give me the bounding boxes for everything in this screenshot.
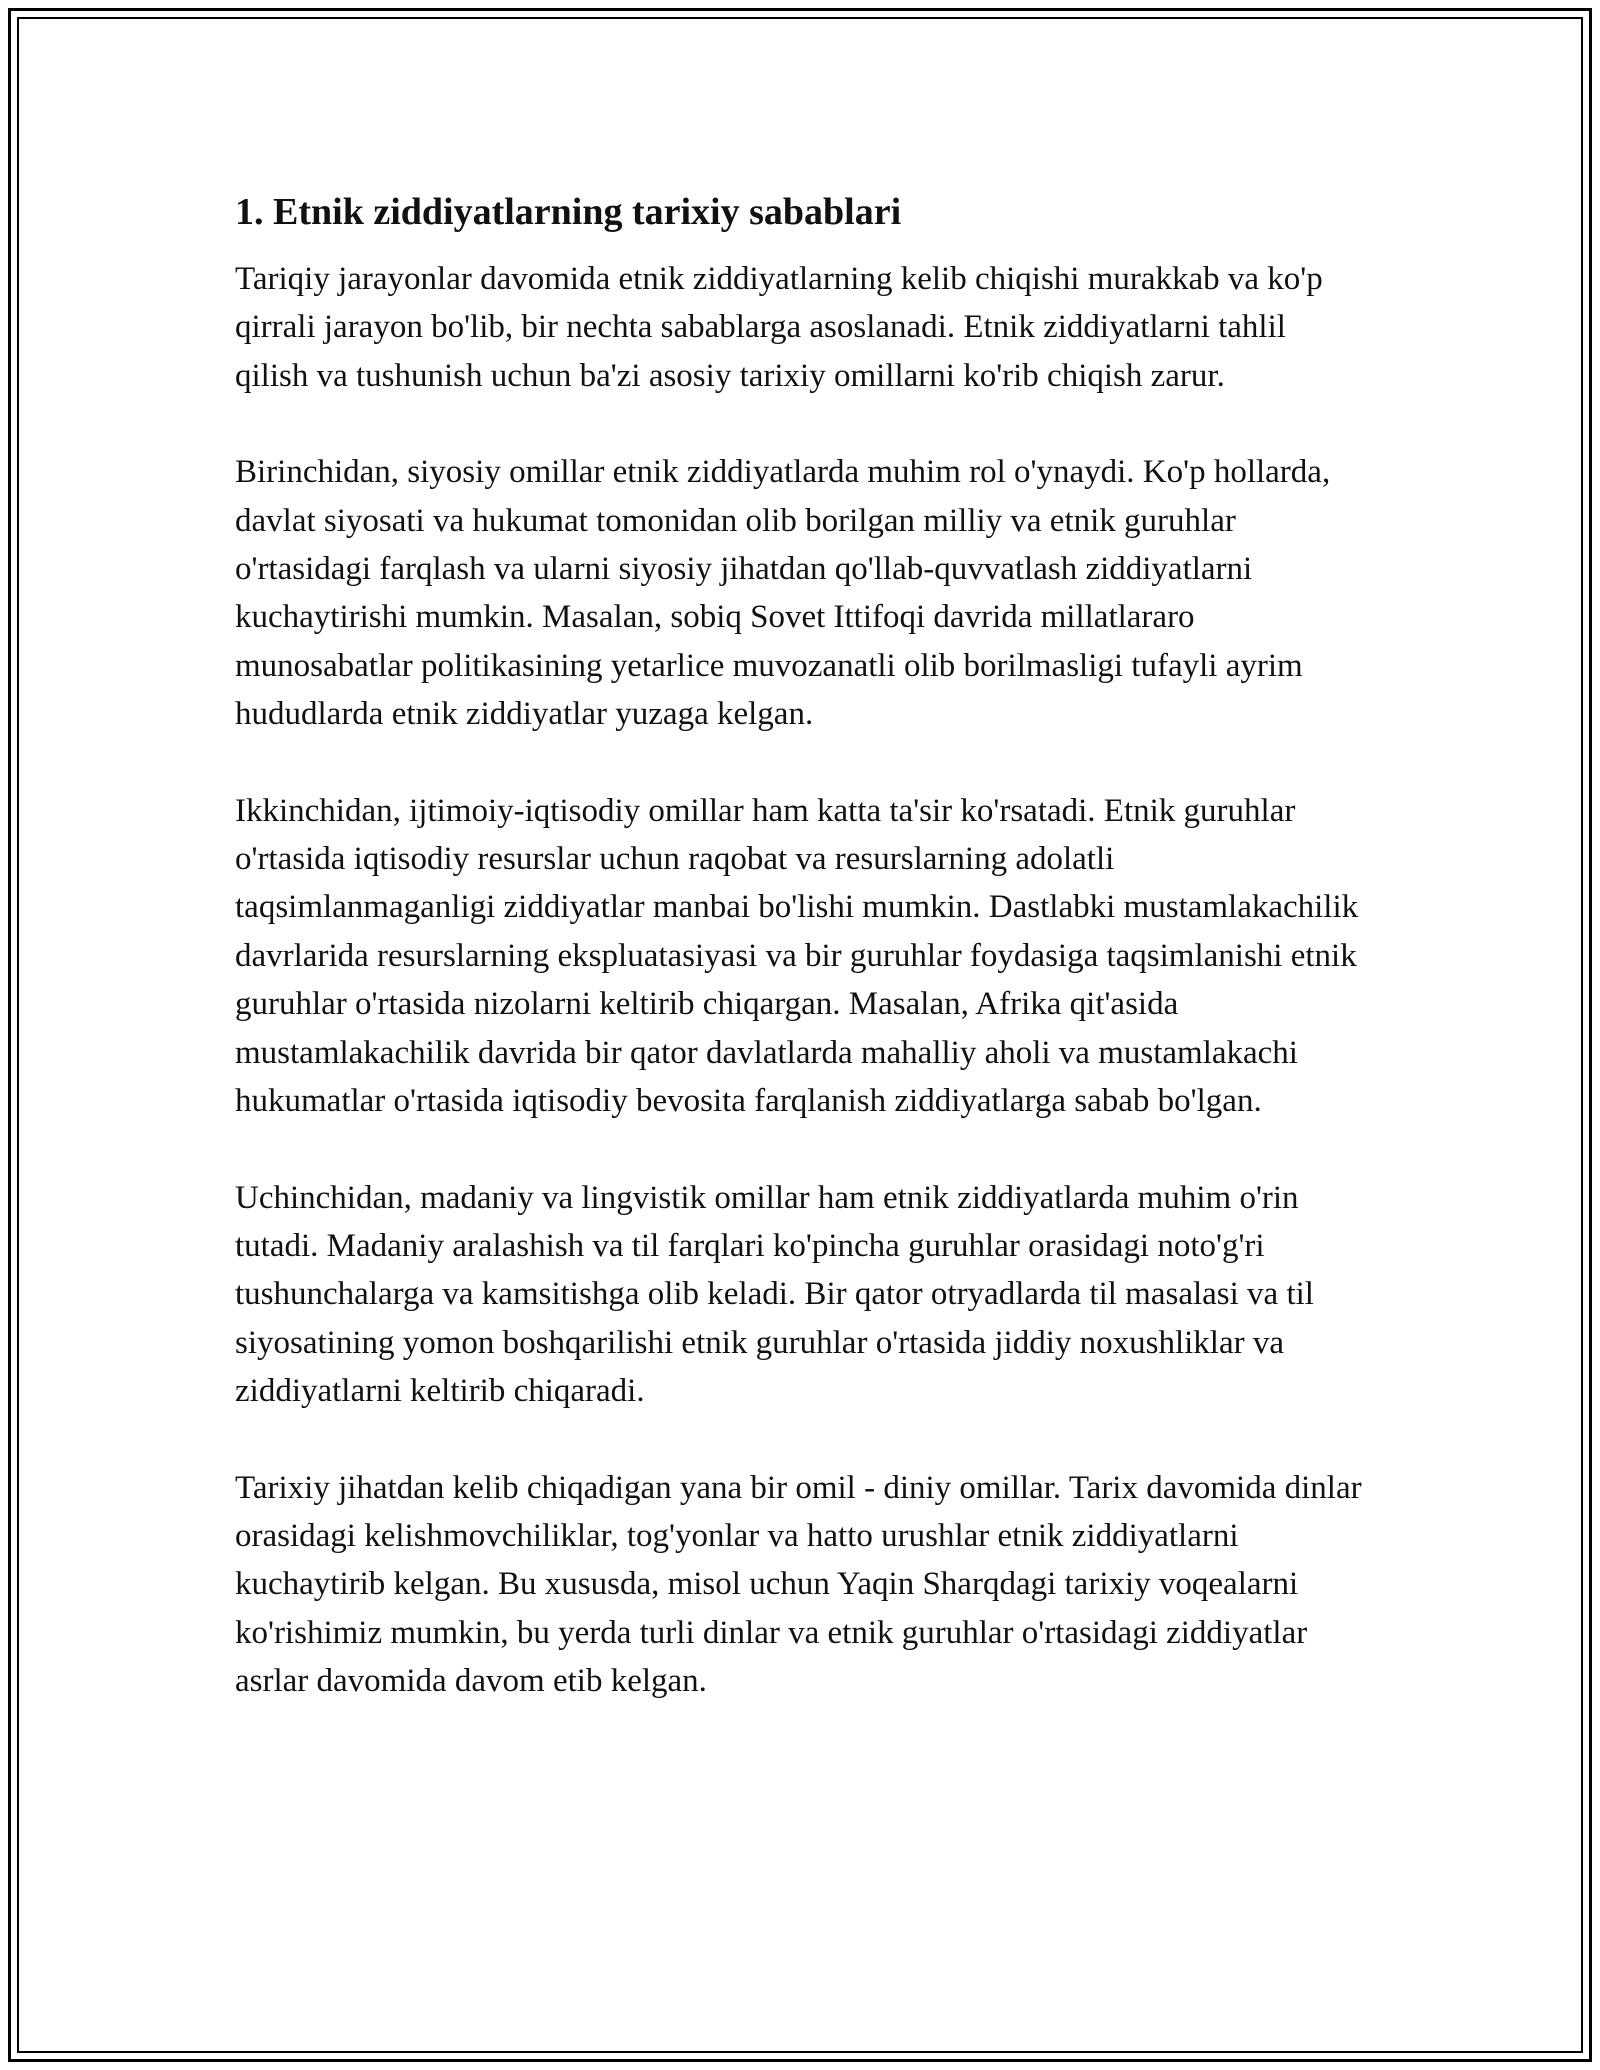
section-heading: 1. Etnik ziddiyatlarning tarixiy sabablari — [235, 191, 902, 233]
document-body — [235, 185, 1370, 1754]
paragraph-intro: Tariqiy jarayonlar davomida etnik ziddiyatlarning kelib chiqishi murakkab va ko'p qirrali jarayon bo'lib, bir nechta sabablarga asoslanadi. Etnik ziddiyatlarni tahlil qilish va tushunish uchun ba'zi asosiy tarixiy omillarni ko'rib chiqish zarur. — [235, 261, 1323, 394]
paragraph-cultural-linguistic-factors: Uchinchidan, madaniy va lingvistik omillar ham etnik ziddiyatlarda muhim o'rin tutadi. Madaniy aralashish va til farqlari ko'pincha guruhlar orasidagi noto'g'ri tushunchalarga va kamsitishga olib keladi. Bir qator otryadlarda til masalasi va til siyosatining yomon boshqarilishi etnik guruhlar o'rtasida jiddiy noxushliklar va ziddiyatlarni keltirib chiqaradi. — [235, 1179, 1314, 1410]
paragraph-religious-factors: Tarixiy jihatdan kelib chiqadigan yana bir omil - diniy omillar. Tarix davomida dinlar orasidagi kelishmovchiliklar, tog'yonlar va hatto urushlar etnik ziddiyatlarni kuchaytirib kelgan. Bu xususda, misol uchun Yaqin Sharqdagi tarixiy voqealarni ko'rishimiz mumkin, bu yerda turli dinlar va etnik guruhlar o'rtasidagi ziddiyatlar asrlar davomida davom etib kelgan. — [235, 1469, 1362, 1700]
paragraph-socioeconomic-factors: Ikkinchidan, ijtimoiy-iqtisodiy omillar ham katta ta'sir ko'rsatadi. Etnik guruhlar o'rtasida iqtisodiy resurslar uchun raqobat va resurslarning adolatli taqsimlanmaganligi ziddiyatlar manbai bo'lishi mumkin. Dastlabki mustamlakachilik davrlarida resurslarning ekspluatasiyasi va bir guruhlar foydasiga taqsimlanishi etnik guruhlar o'rtasida nizolarni keltirib chiqargan. Masalan, Afrika qit'asida mustamlakachilik davrida bir qator davlatlarda mahalliy aholi va mustamlakachi hukumatlar o'rtasida iqtisodiy bevosita farqlanish ziddiyatlarga sabab bo'lgan. — [235, 792, 1359, 1120]
paragraph-political-factors: Birinchidan, siyosiy omillar etnik ziddiyatlarda muhim rol o'ynaydi. Ko'p hollarda, davlat siyosati va hukumat tomonidan olib borilgan milliy va etnik guruhlar o'rtasidagi farqlash va ularni siyosiy jihatdan qo'llab-quvvatlash ziddiyatlarni kuchaytirishi mumkin. Masalan, sobiq Sovet Ittifoqi davrida millatlararo munosabatlar politikasining yetarlice muvozanatli olib borilmasligi tufayli ayrim hududlarda etnik ziddiyatlar yuzaga kelgan. — [235, 454, 1331, 733]
